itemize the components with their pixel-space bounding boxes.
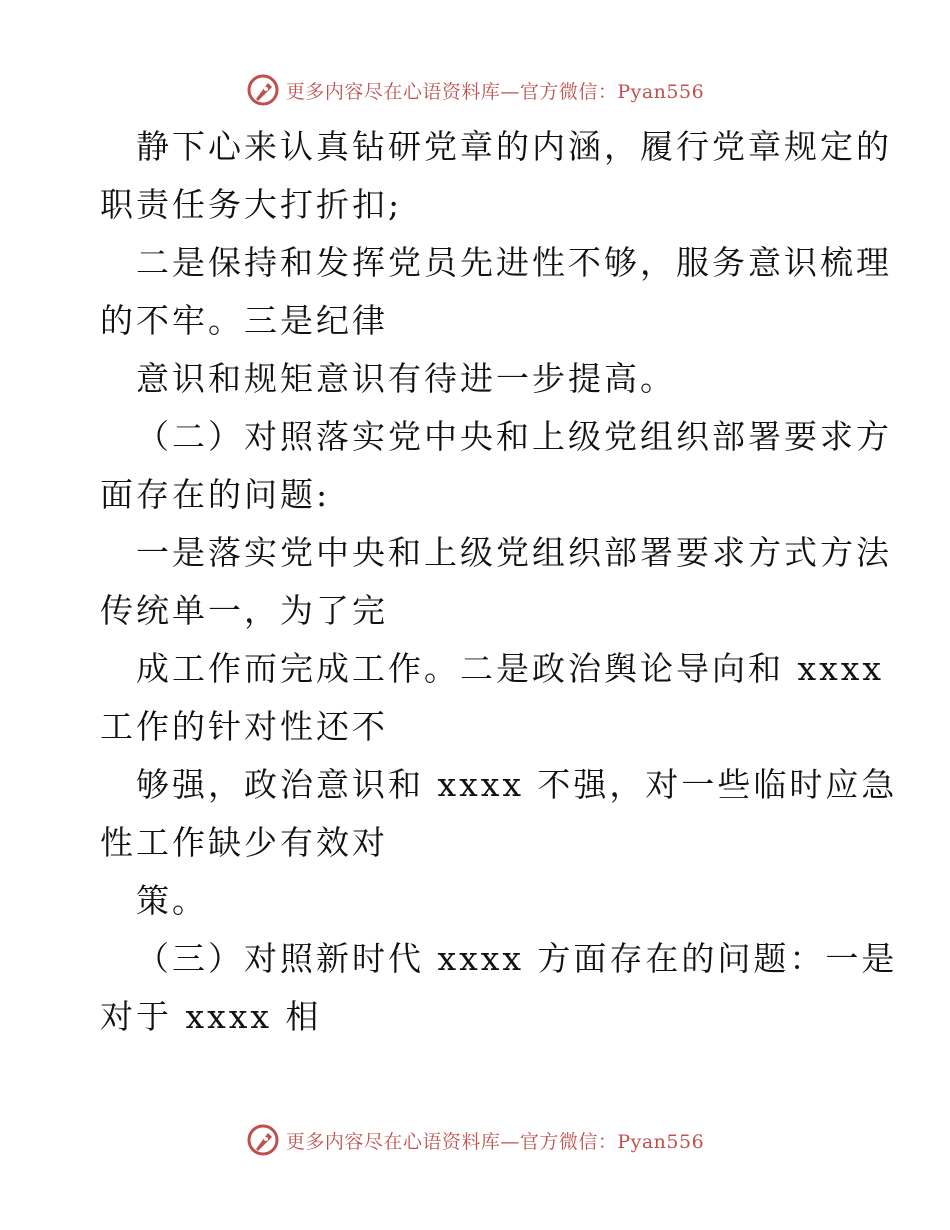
section-heading-line: （二）对照落实党中央和上级党组织部署要求方 — [136, 417, 892, 456]
watermark-banner-top — [0, 70, 950, 110]
section-heading-line: （三）对照新时代 xxxx 方面存在的问题：一是 — [136, 939, 898, 978]
watermark-banner-bottom — [0, 1120, 950, 1160]
paragraph-line: 传统单一，为了完 — [100, 591, 388, 630]
paragraph-line: 静下心来认真钻研党章的内涵，履行党章规定的 — [136, 127, 892, 166]
document-body — [100, 118, 898, 1046]
paragraph-line: 意识和规矩意识有待进一步提高。 — [136, 359, 676, 398]
paragraph-line: 策。 — [136, 881, 208, 920]
paragraph-line: 成工作而完成工作。二是政治舆论导向和 xxxx — [136, 649, 884, 688]
paragraph-line: 够强，政治意识和 xxxx 不强，对一些临时应急 — [136, 765, 898, 804]
watermark-text: 更多内容尽在心语资料库—官方微信：Pyan556 — [285, 80, 705, 103]
watermark-text: 更多内容尽在心语资料库—官方微信：Pyan556 — [285, 1130, 705, 1153]
paragraph-line: 职责任务大打折扣; — [100, 185, 403, 224]
paragraph-line: 性工作缺少有效对 — [100, 823, 388, 862]
paragraph-line: 的不牢。三是纪律 — [100, 301, 388, 340]
paragraph-line: 一是落实党中央和上级党组织部署要求方式方法 — [136, 533, 892, 572]
paragraph-line: 对于 xxxx 相 — [100, 997, 322, 1036]
paragraph-line: 二是保持和发挥党员先进性不够，服务意识梳理 — [136, 243, 892, 282]
pen-nib-logo-icon — [246, 1123, 280, 1157]
pen-nib-logo-icon — [246, 73, 280, 107]
paragraph-line: 工作的针对性还不 — [100, 707, 388, 746]
paragraph-line: 面存在的问题: — [100, 475, 331, 514]
